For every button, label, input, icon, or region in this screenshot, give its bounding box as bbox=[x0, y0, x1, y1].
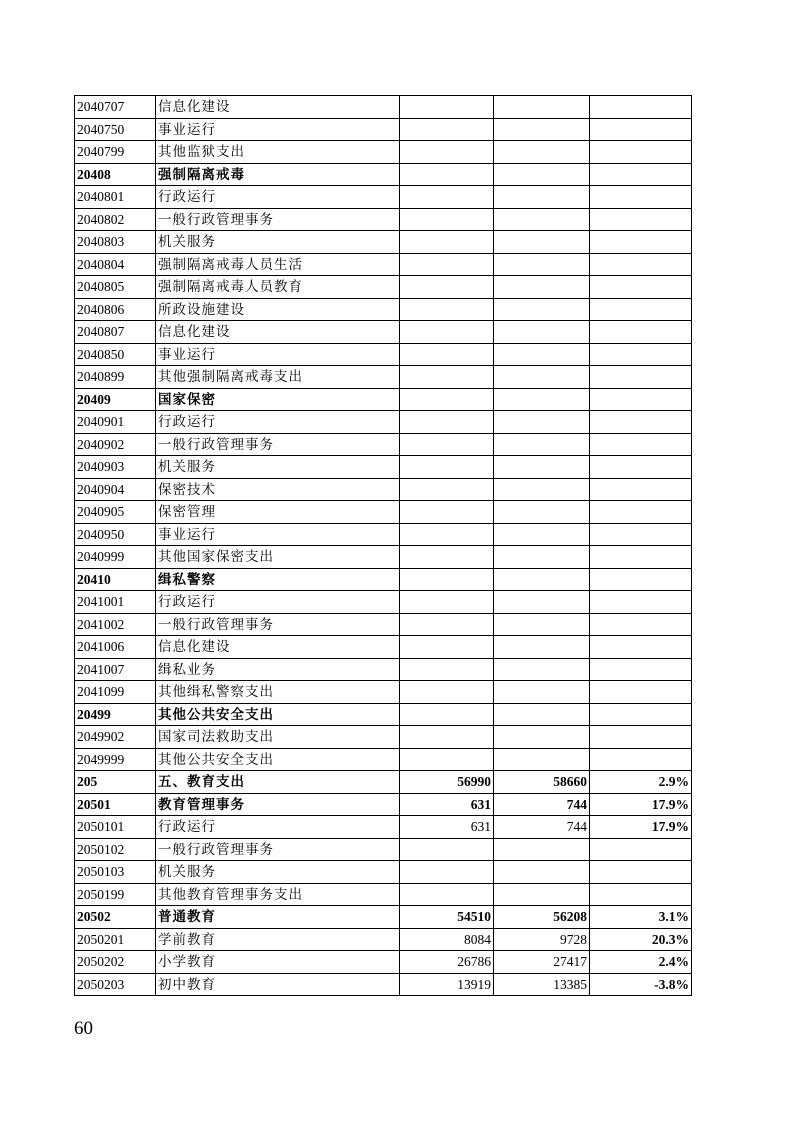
growth-rate-cell bbox=[590, 231, 692, 254]
growth-rate-cell bbox=[590, 636, 692, 659]
growth-rate-cell: 17.9% bbox=[590, 793, 692, 816]
account-name-cell: 缉私业务 bbox=[156, 658, 400, 681]
table-row bbox=[75, 591, 692, 614]
account-code-cell: 2040950 bbox=[75, 523, 156, 546]
account-name-cell: 机关服务 bbox=[156, 231, 400, 254]
account-code-cell: 2040806 bbox=[75, 298, 156, 321]
prior-year-value-cell bbox=[400, 523, 494, 546]
account-name-cell: 强制隔离戒毒人员生活 bbox=[156, 253, 400, 276]
account-code-cell: 2050102 bbox=[75, 838, 156, 861]
table-row bbox=[75, 613, 692, 636]
prior-year-value-cell bbox=[400, 231, 494, 254]
budget-value-cell: 56208 bbox=[494, 906, 590, 929]
prior-year-value-cell bbox=[400, 253, 494, 276]
account-name-cell: 保密管理 bbox=[156, 501, 400, 524]
account-name-cell: 教育管理事务 bbox=[156, 793, 400, 816]
budget-value-cell bbox=[494, 96, 590, 119]
growth-rate-cell bbox=[590, 883, 692, 906]
prior-year-value-cell bbox=[400, 681, 494, 704]
growth-rate-cell bbox=[590, 366, 692, 389]
prior-year-value-cell bbox=[400, 748, 494, 771]
account-code-cell: 2040707 bbox=[75, 96, 156, 119]
growth-rate-cell: 3.1% bbox=[590, 906, 692, 929]
account-name-cell: 一般行政管理事务 bbox=[156, 433, 400, 456]
growth-rate-cell: 2.4% bbox=[590, 951, 692, 974]
prior-year-value-cell: 56990 bbox=[400, 771, 494, 794]
table-row bbox=[75, 141, 692, 164]
budget-value-cell bbox=[494, 343, 590, 366]
account-name-cell: 五、教育支出 bbox=[156, 771, 400, 794]
account-code-cell: 2040902 bbox=[75, 433, 156, 456]
growth-rate-cell bbox=[590, 388, 692, 411]
account-code-cell: 2040804 bbox=[75, 253, 156, 276]
prior-year-value-cell: 54510 bbox=[400, 906, 494, 929]
account-code-cell: 2041002 bbox=[75, 613, 156, 636]
table-row bbox=[75, 343, 692, 366]
growth-rate-cell bbox=[590, 208, 692, 231]
account-name-cell: 一般行政管理事务 bbox=[156, 838, 400, 861]
growth-rate-cell bbox=[590, 568, 692, 591]
table-row bbox=[75, 298, 692, 321]
table-row bbox=[75, 771, 692, 794]
table-row bbox=[75, 456, 692, 479]
prior-year-value-cell bbox=[400, 546, 494, 569]
prior-year-value-cell bbox=[400, 636, 494, 659]
table-row bbox=[75, 636, 692, 659]
account-name-cell: 其他公共安全支出 bbox=[156, 703, 400, 726]
account-name-cell: 事业运行 bbox=[156, 343, 400, 366]
table-row bbox=[75, 478, 692, 501]
account-code-cell: 2041007 bbox=[75, 658, 156, 681]
prior-year-value-cell bbox=[400, 118, 494, 141]
prior-year-value-cell: 26786 bbox=[400, 951, 494, 974]
prior-year-value-cell bbox=[400, 433, 494, 456]
growth-rate-cell bbox=[590, 501, 692, 524]
account-name-cell: 强制隔离戒毒 bbox=[156, 163, 400, 186]
growth-rate-cell bbox=[590, 456, 692, 479]
growth-rate-cell bbox=[590, 726, 692, 749]
table-row bbox=[75, 793, 692, 816]
growth-rate-cell bbox=[590, 433, 692, 456]
page-number: 60 bbox=[74, 1018, 93, 1039]
budget-value-cell bbox=[494, 141, 590, 164]
table-row bbox=[75, 681, 692, 704]
prior-year-value-cell: 631 bbox=[400, 793, 494, 816]
growth-rate-cell bbox=[590, 186, 692, 209]
budget-value-cell bbox=[494, 433, 590, 456]
growth-rate-cell bbox=[590, 478, 692, 501]
prior-year-value-cell bbox=[400, 388, 494, 411]
prior-year-value-cell bbox=[400, 591, 494, 614]
table-row bbox=[75, 411, 692, 434]
budget-value-cell bbox=[494, 703, 590, 726]
budget-value-cell bbox=[494, 298, 590, 321]
growth-rate-cell bbox=[590, 253, 692, 276]
budget-value-cell bbox=[494, 276, 590, 299]
budget-value-cell bbox=[494, 456, 590, 479]
growth-rate-cell bbox=[590, 861, 692, 884]
table-row bbox=[75, 658, 692, 681]
account-code-cell: 205 bbox=[75, 771, 156, 794]
account-code-cell: 2050103 bbox=[75, 861, 156, 884]
budget-value-cell bbox=[494, 321, 590, 344]
prior-year-value-cell: 13919 bbox=[400, 973, 494, 996]
growth-rate-cell bbox=[590, 591, 692, 614]
account-code-cell: 20501 bbox=[75, 793, 156, 816]
table-row bbox=[75, 906, 692, 929]
budget-value-cell bbox=[494, 388, 590, 411]
account-name-cell: 普通教育 bbox=[156, 906, 400, 929]
budget-value-cell bbox=[494, 658, 590, 681]
table-row bbox=[75, 433, 692, 456]
prior-year-value-cell bbox=[400, 321, 494, 344]
growth-rate-cell bbox=[590, 411, 692, 434]
budget-value-cell bbox=[494, 478, 590, 501]
table-row bbox=[75, 951, 692, 974]
growth-rate-cell bbox=[590, 118, 692, 141]
budget-table-body bbox=[75, 96, 692, 996]
table-row bbox=[75, 208, 692, 231]
account-name-cell: 信息化建设 bbox=[156, 321, 400, 344]
table-row bbox=[75, 388, 692, 411]
growth-rate-cell bbox=[590, 546, 692, 569]
prior-year-value-cell: 8084 bbox=[400, 928, 494, 951]
growth-rate-cell bbox=[590, 163, 692, 186]
account-name-cell: 小学教育 bbox=[156, 951, 400, 974]
table-row bbox=[75, 276, 692, 299]
prior-year-value-cell bbox=[400, 141, 494, 164]
account-name-cell: 其他国家保密支出 bbox=[156, 546, 400, 569]
prior-year-value-cell bbox=[400, 883, 494, 906]
account-name-cell: 信息化建设 bbox=[156, 636, 400, 659]
budget-value-cell: 27417 bbox=[494, 951, 590, 974]
growth-rate-cell bbox=[590, 838, 692, 861]
budget-value-cell bbox=[494, 546, 590, 569]
prior-year-value-cell bbox=[400, 163, 494, 186]
budget-value-cell bbox=[494, 253, 590, 276]
budget-value-cell: 744 bbox=[494, 793, 590, 816]
prior-year-value-cell bbox=[400, 276, 494, 299]
table-row bbox=[75, 748, 692, 771]
account-code-cell: 2049999 bbox=[75, 748, 156, 771]
account-name-cell: 学前教育 bbox=[156, 928, 400, 951]
account-code-cell: 20502 bbox=[75, 906, 156, 929]
budget-value-cell bbox=[494, 186, 590, 209]
account-name-cell: 行政运行 bbox=[156, 591, 400, 614]
account-name-cell: 其他公共安全支出 bbox=[156, 748, 400, 771]
account-name-cell: 强制隔离戒毒人员教育 bbox=[156, 276, 400, 299]
account-code-cell: 2041006 bbox=[75, 636, 156, 659]
prior-year-value-cell bbox=[400, 208, 494, 231]
account-code-cell: 2040904 bbox=[75, 478, 156, 501]
account-name-cell: 行政运行 bbox=[156, 186, 400, 209]
budget-value-cell bbox=[494, 726, 590, 749]
prior-year-value-cell bbox=[400, 568, 494, 591]
budget-value-cell bbox=[494, 883, 590, 906]
prior-year-value-cell bbox=[400, 726, 494, 749]
account-name-cell: 信息化建设 bbox=[156, 96, 400, 119]
account-code-cell: 20409 bbox=[75, 388, 156, 411]
account-code-cell: 2040805 bbox=[75, 276, 156, 299]
account-name-cell: 机关服务 bbox=[156, 456, 400, 479]
budget-value-cell bbox=[494, 636, 590, 659]
growth-rate-cell bbox=[590, 681, 692, 704]
budget-value-cell bbox=[494, 591, 590, 614]
account-name-cell: 保密技术 bbox=[156, 478, 400, 501]
account-name-cell: 其他监狱支出 bbox=[156, 141, 400, 164]
budget-value-cell bbox=[494, 208, 590, 231]
account-code-cell: 20410 bbox=[75, 568, 156, 591]
budget-value-cell bbox=[494, 523, 590, 546]
table-row bbox=[75, 861, 692, 884]
account-name-cell: 行政运行 bbox=[156, 816, 400, 839]
table-row bbox=[75, 568, 692, 591]
account-name-cell: 一般行政管理事务 bbox=[156, 613, 400, 636]
account-code-cell: 2041099 bbox=[75, 681, 156, 704]
table-row bbox=[75, 546, 692, 569]
account-code-cell: 2050202 bbox=[75, 951, 156, 974]
account-name-cell: 行政运行 bbox=[156, 411, 400, 434]
account-name-cell: 所政设施建设 bbox=[156, 298, 400, 321]
table-row bbox=[75, 816, 692, 839]
table-row bbox=[75, 163, 692, 186]
account-name-cell: 机关服务 bbox=[156, 861, 400, 884]
growth-rate-cell bbox=[590, 276, 692, 299]
account-code-cell: 2040802 bbox=[75, 208, 156, 231]
account-code-cell: 2040803 bbox=[75, 231, 156, 254]
account-name-cell: 国家司法救助支出 bbox=[156, 726, 400, 749]
account-code-cell: 20408 bbox=[75, 163, 156, 186]
account-name-cell: 国家保密 bbox=[156, 388, 400, 411]
growth-rate-cell bbox=[590, 298, 692, 321]
budget-value-cell bbox=[494, 501, 590, 524]
account-code-cell: 2050201 bbox=[75, 928, 156, 951]
table-row bbox=[75, 838, 692, 861]
budget-value-cell bbox=[494, 163, 590, 186]
prior-year-value-cell bbox=[400, 96, 494, 119]
table-row bbox=[75, 321, 692, 344]
account-name-cell: 其他强制隔离戒毒支出 bbox=[156, 366, 400, 389]
table-row bbox=[75, 118, 692, 141]
table-row bbox=[75, 883, 692, 906]
growth-rate-cell bbox=[590, 613, 692, 636]
account-code-cell: 2040801 bbox=[75, 186, 156, 209]
account-code-cell: 2041001 bbox=[75, 591, 156, 614]
account-code-cell: 2040905 bbox=[75, 501, 156, 524]
account-name-cell: 一般行政管理事务 bbox=[156, 208, 400, 231]
prior-year-value-cell bbox=[400, 478, 494, 501]
prior-year-value-cell bbox=[400, 861, 494, 884]
prior-year-value-cell bbox=[400, 501, 494, 524]
budget-value-cell: 744 bbox=[494, 816, 590, 839]
budget-table bbox=[74, 95, 692, 996]
account-code-cell: 2040799 bbox=[75, 141, 156, 164]
account-code-cell: 2040807 bbox=[75, 321, 156, 344]
budget-value-cell: 58660 bbox=[494, 771, 590, 794]
growth-rate-cell bbox=[590, 321, 692, 344]
growth-rate-cell bbox=[590, 523, 692, 546]
growth-rate-cell: 2.9% bbox=[590, 771, 692, 794]
account-name-cell: 初中教育 bbox=[156, 973, 400, 996]
account-name-cell: 其他教育管理事务支出 bbox=[156, 883, 400, 906]
growth-rate-cell: 20.3% bbox=[590, 928, 692, 951]
table-row bbox=[75, 726, 692, 749]
budget-value-cell bbox=[494, 861, 590, 884]
budget-value-cell bbox=[494, 411, 590, 434]
prior-year-value-cell bbox=[400, 186, 494, 209]
account-code-cell: 20499 bbox=[75, 703, 156, 726]
account-name-cell: 事业运行 bbox=[156, 523, 400, 546]
table-row bbox=[75, 501, 692, 524]
growth-rate-cell bbox=[590, 343, 692, 366]
budget-value-cell: 13385 bbox=[494, 973, 590, 996]
budget-value-cell bbox=[494, 748, 590, 771]
growth-rate-cell: 17.9% bbox=[590, 816, 692, 839]
account-code-cell: 2050203 bbox=[75, 973, 156, 996]
account-name-cell: 事业运行 bbox=[156, 118, 400, 141]
budget-value-cell bbox=[494, 568, 590, 591]
account-code-cell: 2040750 bbox=[75, 118, 156, 141]
budget-value-cell bbox=[494, 613, 590, 636]
account-code-cell: 2040850 bbox=[75, 343, 156, 366]
prior-year-value-cell bbox=[400, 703, 494, 726]
growth-rate-cell bbox=[590, 96, 692, 119]
table-row bbox=[75, 253, 692, 276]
growth-rate-cell: -3.8% bbox=[590, 973, 692, 996]
growth-rate-cell bbox=[590, 748, 692, 771]
table-row bbox=[75, 186, 692, 209]
prior-year-value-cell bbox=[400, 456, 494, 479]
prior-year-value-cell: 631 bbox=[400, 816, 494, 839]
table-row bbox=[75, 928, 692, 951]
growth-rate-cell bbox=[590, 703, 692, 726]
prior-year-value-cell bbox=[400, 411, 494, 434]
growth-rate-cell bbox=[590, 141, 692, 164]
prior-year-value-cell bbox=[400, 658, 494, 681]
table-row bbox=[75, 973, 692, 996]
table-row bbox=[75, 231, 692, 254]
prior-year-value-cell bbox=[400, 838, 494, 861]
account-name-cell: 缉私警察 bbox=[156, 568, 400, 591]
account-code-cell: 2040901 bbox=[75, 411, 156, 434]
prior-year-value-cell bbox=[400, 613, 494, 636]
prior-year-value-cell bbox=[400, 343, 494, 366]
account-code-cell: 2040903 bbox=[75, 456, 156, 479]
budget-value-cell bbox=[494, 366, 590, 389]
account-code-cell: 2040899 bbox=[75, 366, 156, 389]
budget-value-cell: 9728 bbox=[494, 928, 590, 951]
account-code-cell: 2040999 bbox=[75, 546, 156, 569]
account-code-cell: 2049902 bbox=[75, 726, 156, 749]
account-code-cell: 2050199 bbox=[75, 883, 156, 906]
budget-value-cell bbox=[494, 231, 590, 254]
growth-rate-cell bbox=[590, 658, 692, 681]
budget-value-cell bbox=[494, 838, 590, 861]
account-code-cell: 2050101 bbox=[75, 816, 156, 839]
account-name-cell: 其他缉私警察支出 bbox=[156, 681, 400, 704]
prior-year-value-cell bbox=[400, 366, 494, 389]
prior-year-value-cell bbox=[400, 298, 494, 321]
table-row bbox=[75, 523, 692, 546]
table-row bbox=[75, 703, 692, 726]
table-row bbox=[75, 96, 692, 119]
budget-value-cell bbox=[494, 681, 590, 704]
budget-value-cell bbox=[494, 118, 590, 141]
table-row bbox=[75, 366, 692, 389]
